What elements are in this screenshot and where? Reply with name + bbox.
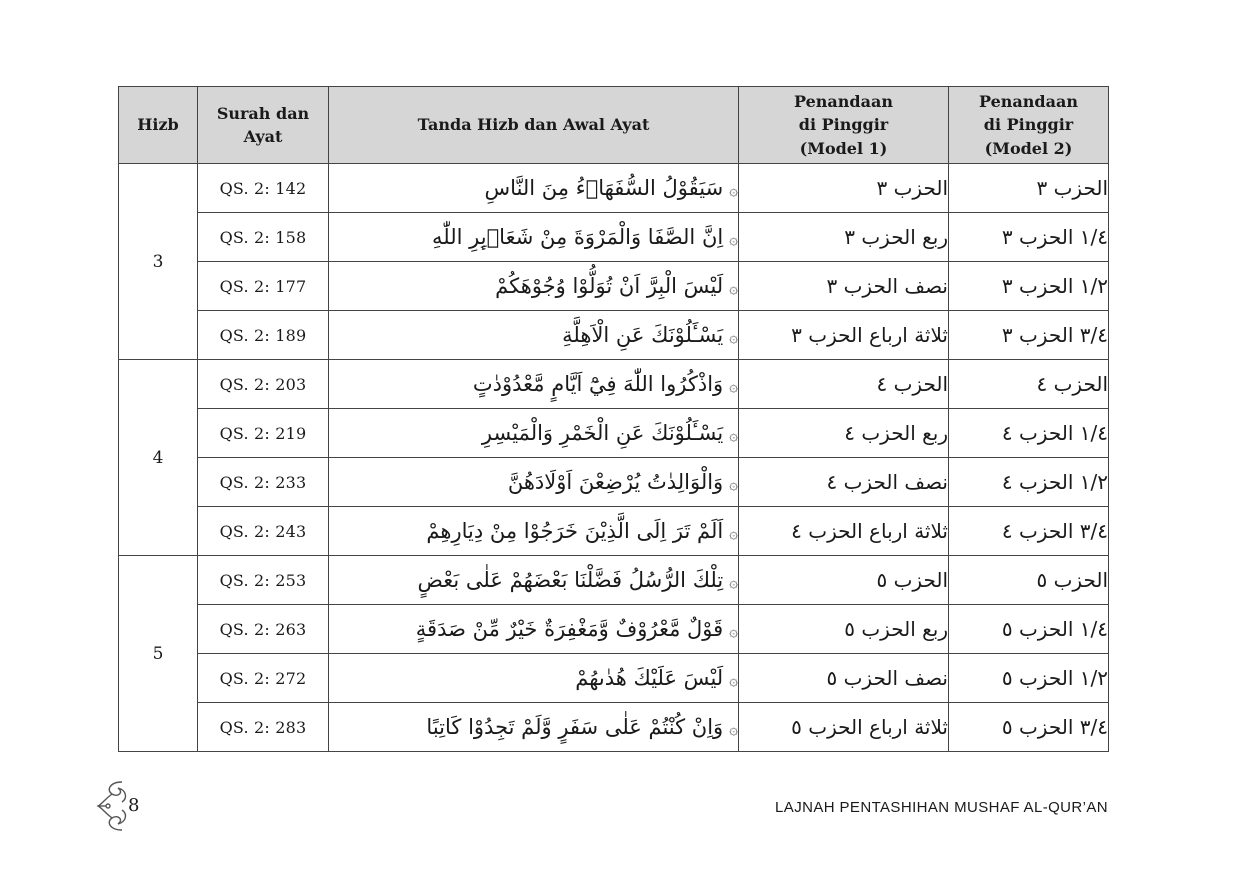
hizb-mark-icon: ۞ [729, 230, 738, 248]
publisher-footer: LAJNAH PENTASHIHAN MUSHAF AL-QUR’AN [775, 799, 1108, 816]
table-row [119, 409, 1109, 458]
ayat-cell [329, 213, 739, 262]
page-number: 8 [128, 795, 140, 816]
hizb-mark-icon: ۞ [729, 573, 738, 591]
ayat-cell [329, 360, 739, 409]
ayat-text: سَيَقُوْلُ السُّفَهَاۤءُ مِنَ النَّاسِ [484, 176, 724, 200]
header-surah [198, 87, 329, 164]
model1-mark: ثلاثة ارباع الحزب ٥ [739, 703, 949, 752]
ayat-text: لَيْسَ عَلَيْكَ هُدٰىهُمْ [575, 666, 724, 690]
model1-mark: ثلاثة ارباع الحزب ٣ [739, 311, 949, 360]
hizb-mark-icon: ۞ [729, 524, 738, 542]
hizb-mark-icon: ۞ [729, 328, 738, 346]
model2-mark: ١/٢ الحزب ٥ [949, 654, 1109, 703]
table-row [119, 507, 1109, 556]
table-body [119, 164, 1109, 752]
surah-ref: QS. 2: 253 [198, 556, 329, 605]
ayat-cell [329, 507, 739, 556]
hizb-table [118, 86, 1109, 752]
ayat-cell [329, 458, 739, 507]
ayat-text: يَسْـَٔلُوْنَكَ عَنِ الْاَهِلَّةِ [562, 323, 724, 347]
ayat-cell [329, 262, 739, 311]
surah-ref: QS. 2: 233 [198, 458, 329, 507]
surah-ref: QS. 2: 203 [198, 360, 329, 409]
ayat-text: يَسْـَٔلُوْنَكَ عَنِ الْخَمْرِ وَالْمَيْسِرِ [481, 421, 724, 445]
hizb-mark-icon: ۞ [729, 181, 738, 199]
ayat-cell [329, 654, 739, 703]
model2-mark: ٣/٤ الحزب ٥ [949, 703, 1109, 752]
model1-mark: نصف الحزب ٥ [739, 654, 949, 703]
table-row [119, 556, 1109, 605]
ayat-cell [329, 311, 739, 360]
surah-ref: QS. 2: 158 [198, 213, 329, 262]
model2-mark: ١/٤ الحزب ٤ [949, 409, 1109, 458]
header-model1-line: (Model 1) [799, 138, 888, 158]
ayat-cell [329, 409, 739, 458]
hizb-mark-icon: ۞ [729, 377, 738, 395]
table-row [119, 164, 1109, 213]
model2-mark: الحزب ٣ [949, 164, 1109, 213]
ayat-cell [329, 703, 739, 752]
hizb-number: 3 [119, 164, 198, 360]
header-model2-line: di Pinggir [983, 115, 1074, 135]
ayat-text: لَيْسَ الْبِرَّ اَنْ تُوَلُّوْا وُجُوْهَكُمْ [495, 274, 724, 298]
header-surah-line: Surah dan [216, 103, 310, 123]
table-row [119, 458, 1109, 507]
model2-mark: الحزب ٥ [949, 556, 1109, 605]
model1-mark: الحزب ٣ [739, 164, 949, 213]
header-tanda-line: Tanda Hizb dan Awal Ayat [417, 115, 650, 135]
model2-mark: ١/٤ الحزب ٥ [949, 605, 1109, 654]
model1-mark: ربع الحزب ٥ [739, 605, 949, 654]
surah-ref: QS. 2: 243 [198, 507, 329, 556]
table-row [119, 213, 1109, 262]
surah-ref: QS. 2: 142 [198, 164, 329, 213]
hizb-mark-icon: ۞ [729, 279, 738, 297]
model1-mark: الحزب ٥ [739, 556, 949, 605]
model1-mark: ربع الحزب ٣ [739, 213, 949, 262]
hizb-mark-icon: ۞ [729, 475, 738, 493]
model2-mark: ٣/٤ الحزب ٤ [949, 507, 1109, 556]
ayat-text: تِلْكَ الرُّسُلُ فَضَّلْنَا بَعْضَهُمْ عَلٰى بَعْضٍ [417, 568, 724, 592]
surah-ref: QS. 2: 189 [198, 311, 329, 360]
header-model1-line: di Pinggir [798, 115, 889, 135]
header-model1 [739, 87, 949, 164]
model1-mark: ربع الحزب ٤ [739, 409, 949, 458]
table-row [119, 311, 1109, 360]
ayat-text: اَلَمْ تَرَ اِلَى الَّذِيْنَ خَرَجُوْا مِنْ دِيَارِهِمْ [426, 519, 724, 543]
hizb-mark-icon: ۞ [729, 426, 738, 444]
hizb-number: 5 [119, 556, 198, 752]
model2-mark: ١/٤ الحزب ٣ [949, 213, 1109, 262]
model1-mark: الحزب ٤ [739, 360, 949, 409]
ayat-text: قَوْلٌ مَّعْرُوْفٌ وَّمَغْفِرَةٌ خَيْرٌ مِّنْ صَدَقَةٍ [415, 617, 724, 641]
table-header [119, 87, 1109, 164]
hizb-number: 4 [119, 360, 198, 556]
corner-ornament-icon [92, 778, 132, 838]
surah-ref: QS. 2: 219 [198, 409, 329, 458]
header-tanda [329, 87, 739, 164]
header-model2 [949, 87, 1109, 164]
hizb-mark-icon: ۞ [729, 671, 738, 689]
table-row [119, 703, 1109, 752]
model2-mark: ١/٢ الحزب ٤ [949, 458, 1109, 507]
ayat-cell [329, 605, 739, 654]
ayat-text: وَاِنْ كُنْتُمْ عَلٰى سَفَرٍ وَّلَمْ تَجِدُوْا كَاتِبًا [426, 715, 724, 739]
hizb-mark-icon: ۞ [729, 622, 738, 640]
hizb-mark-icon: ۞ [729, 720, 738, 738]
header-model2-line: (Model 2) [984, 138, 1073, 158]
table-row [119, 360, 1109, 409]
header-surah-line: Ayat [243, 127, 283, 146]
table-row [119, 262, 1109, 311]
header-hizb [119, 87, 198, 164]
surah-ref: QS. 2: 177 [198, 262, 329, 311]
model1-mark: نصف الحزب ٤ [739, 458, 949, 507]
header-model2-line: Penandaan [979, 92, 1078, 112]
model1-mark: ثلاثة ارباع الحزب ٤ [739, 507, 949, 556]
table-row [119, 605, 1109, 654]
ayat-cell [329, 556, 739, 605]
surah-ref: QS. 2: 283 [198, 703, 329, 752]
model2-mark: ٣/٤ الحزب ٣ [949, 311, 1109, 360]
surah-ref: QS. 2: 272 [198, 654, 329, 703]
header-model1-line: Penandaan [794, 92, 893, 112]
ayat-text: وَاذْكُرُوا اللّٰهَ فِيْٓ اَيَّامٍ مَّعْدُوْدٰتٍ [472, 372, 724, 396]
ayat-cell [329, 164, 739, 213]
model2-mark: الحزب ٤ [949, 360, 1109, 409]
ayat-text: اِنَّ الصَّفَا وَالْمَرْوَةَ مِنْ شَعَاۤىِٕرِ اللّٰهِ [432, 225, 724, 249]
header-hizb-line: Hizb [137, 115, 179, 135]
table-row [119, 654, 1109, 703]
surah-ref: QS. 2: 263 [198, 605, 329, 654]
model1-mark: نصف الحزب ٣ [739, 262, 949, 311]
model2-mark: ١/٢ الحزب ٣ [949, 262, 1109, 311]
ayat-text: وَالْوَالِدٰتُ يُرْضِعْنَ اَوْلَادَهُنَّ [507, 470, 724, 494]
